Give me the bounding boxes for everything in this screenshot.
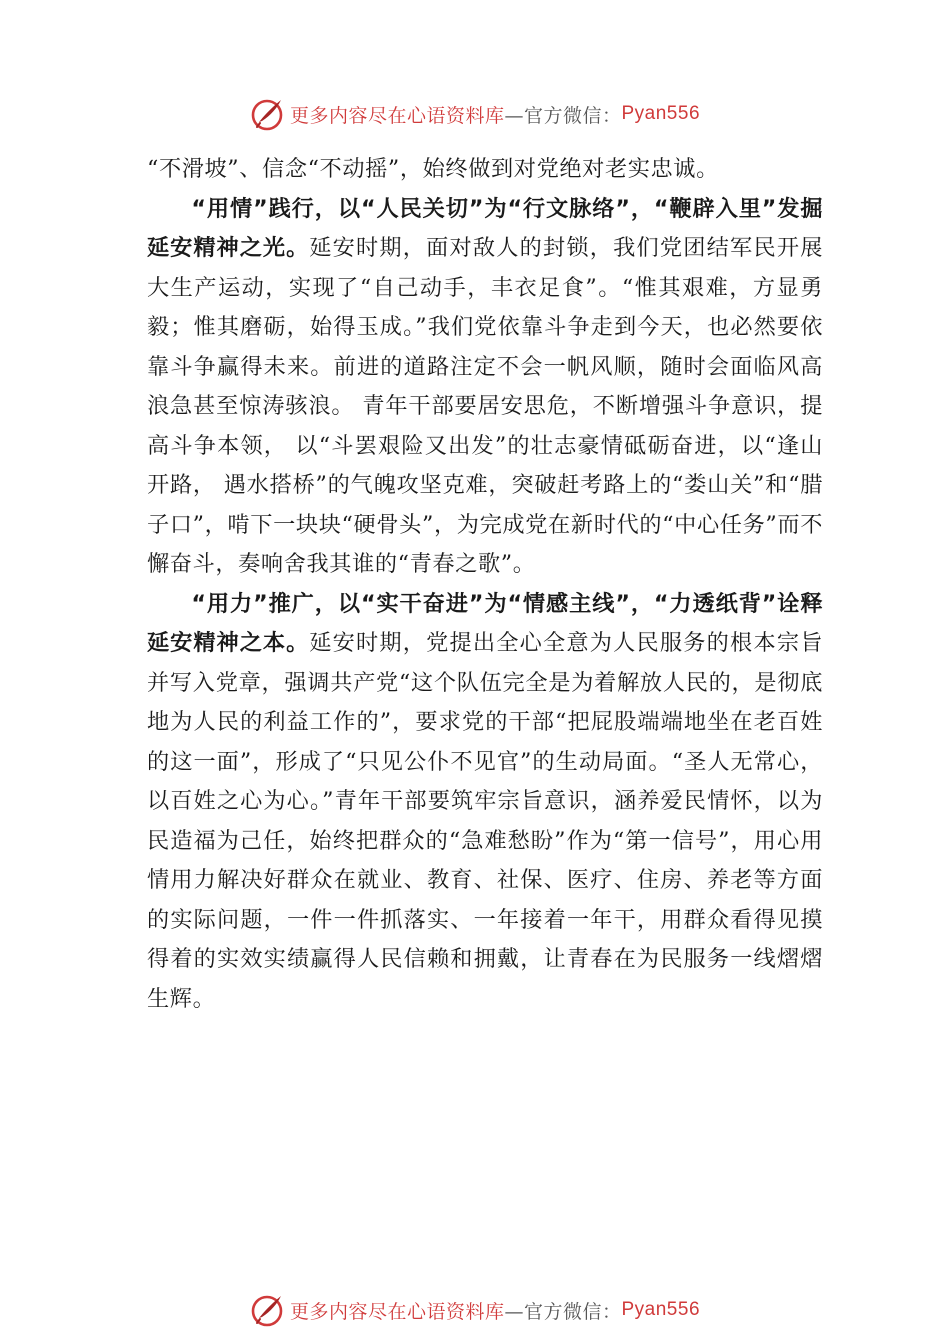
banner-library-text: 更多内容尽在心语资料库 xyxy=(289,104,505,127)
banner-wechat-label: —官方微信： xyxy=(504,1300,622,1323)
header-banner xyxy=(0,94,950,134)
banner-wechat-label: —官方微信： xyxy=(504,104,622,127)
paragraph-text: “不滑坡”、信念“不动摇”，始终做到对党绝对老实忠诚。 xyxy=(147,156,719,182)
quill-logo-icon xyxy=(250,96,286,132)
quill-logo-icon xyxy=(250,1292,286,1328)
banner-wechat-id: Pyan556 xyxy=(621,103,701,124)
paragraph-text: 延安时期，面对敌人的封锁，我们党团结军民开展大生产运动，实现了“自己动手，丰衣足食”。“惟其艰难，方显勇毅；惟其磨砺，始得玉成。”我们党依靠斗争走到今天，也必然要依靠斗争赢得未来。前进的道路注定不会一帆风顺，随时会面临风高浪急甚至惊涛骇浪。 青年干部要居安思危，不断增强斗争意识，提高斗争本领， 以“斗罢艰险又出发”的壮志豪情砥砺奋进，以“逢山开路， 遇水搭桥”的气魄攻坚克难，突破赶考路上的“娄山关”和“腊子口”，啃下一块块“硬骨头”，为完成党在新时代的“中心任务”而不懈奋斗，奏响舍我其谁的“青春之歌”。 xyxy=(147,235,823,577)
footer-banner xyxy=(0,1290,950,1330)
paragraph-heading: “用力”推广，以“实干奋进”为“情感主线”，“力透纸背”诠释延安精神之本。 xyxy=(147,590,823,656)
document-body xyxy=(147,150,823,1019)
paragraph-section xyxy=(147,190,823,585)
banner-wechat-id: Pyan556 xyxy=(621,1299,701,1320)
paragraph-text: 延安时期，党提出全心全意为人民服务的根本宗旨并写入党章，强调共产党“这个队伍完全是为着解放人民的，是彻底地为人民的利益工作的”，要求党的干部“把屁股端端地坐在老百姓的这一面”，形成了“只见公仆不见官”的生动局面。“圣人无常心，以百姓之心为心。”青年干部要筑牢宗旨意识，涵养爱民情怀，以为民造福为己任，始终把群众的“急难愁盼”作为“第一信号”，用心用情用力解决好群众在就业、教育、社保、医疗、住房、养老等方面的实际问题，一件一件抓落实、一年接着一年干，用群众看得见摸得着的实效实绩赢得人民信赖和拥戴，让青春在为民服务一线熠熠生辉。 xyxy=(147,630,823,1012)
banner-library-text: 更多内容尽在心语资料库 xyxy=(289,1300,505,1323)
paragraph-continued xyxy=(147,150,823,190)
paragraph-heading: “用情”践行，以“人民关切”为“行文脉络”，“鞭辟入里”发掘延安精神之光。 xyxy=(147,195,823,261)
paragraph-section xyxy=(147,585,823,1020)
